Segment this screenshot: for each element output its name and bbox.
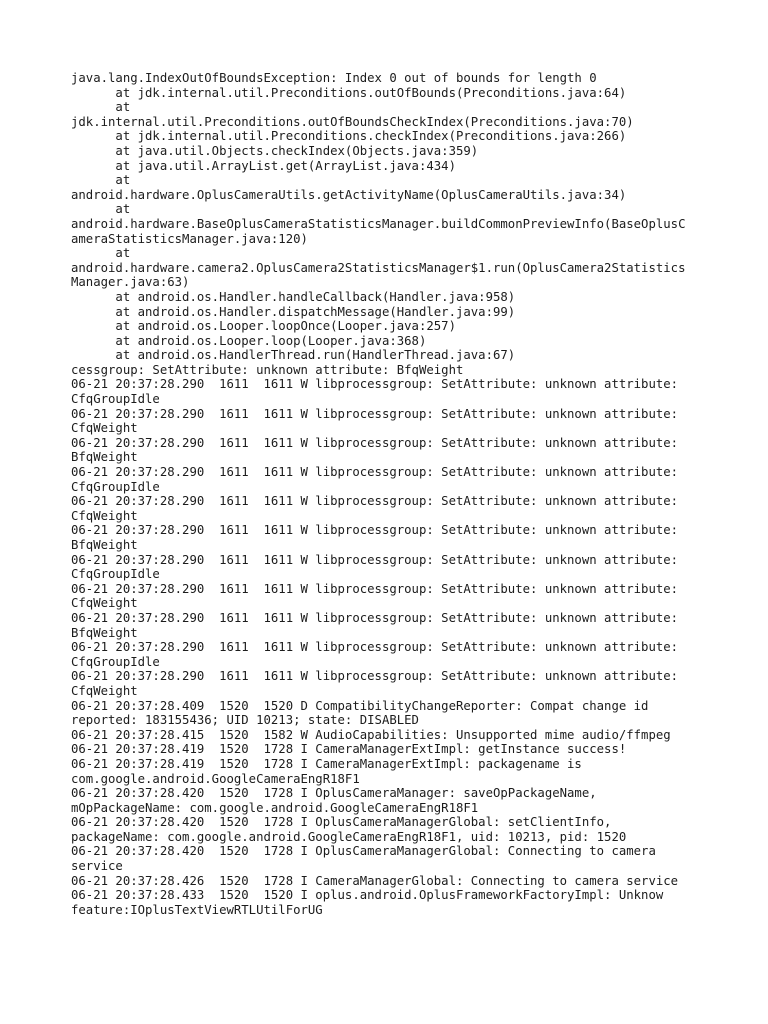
log-line: at android.os.Handler.handleCallback(Handler.java:958) xyxy=(71,289,516,304)
log-line: 06-21 20:37:28.433 1520 1520 I oplus.android.OplusFrameworkFactoryImpl: Unknow xyxy=(71,888,664,903)
log-line: jdk.internal.util.Preconditions.outOfBoundsCheckIndex(Preconditions.java:70) xyxy=(71,114,634,129)
log-line: reported: 183155436; UID 10213; state: DISABLED xyxy=(71,713,419,728)
log-line: 06-21 20:37:28.290 1611 1611 W libprocessgroup: SetAttribute: unknown attribute: xyxy=(71,581,679,596)
log-line: 06-21 20:37:28.419 1520 1728 I CameraManagerExtImpl: packagename is xyxy=(71,756,582,771)
log-line: at java.util.Objects.checkIndex(Objects.java:359) xyxy=(71,143,479,158)
log-line: com.google.android.GoogleCameraEngR18F1 xyxy=(71,771,360,786)
log-line: at android.os.Handler.dispatchMessage(Handler.java:99) xyxy=(71,304,516,319)
log-line: at xyxy=(71,173,131,188)
log-line: 06-21 20:37:28.290 1611 1611 W libprocessgroup: SetAttribute: unknown attribute: xyxy=(71,610,679,625)
log-line: CfqWeight xyxy=(71,596,138,611)
log-line: CfqGroupIdle xyxy=(71,654,160,669)
log-line: 06-21 20:37:28.409 1520 1520 D CompatibilityChangeReporter: Compat change id xyxy=(71,698,649,713)
log-line: at jdk.internal.util.Preconditions.outOfBounds(Preconditions.java:64) xyxy=(71,85,627,100)
log-line: Manager.java:63) xyxy=(71,275,190,290)
log-line: android.hardware.camera2.OplusCamera2StatisticsManager$1.run(OplusCamera2Statistics xyxy=(71,260,686,275)
log-line: 06-21 20:37:28.420 1520 1728 I OplusCameraManager: saveOpPackageName, xyxy=(71,786,597,801)
log-line: 06-21 20:37:28.415 1520 1582 W AudioCapabilities: Unsupported mime audio/ffmpeg xyxy=(71,727,671,742)
log-line: at java.util.ArrayList.get(ArrayList.java:434) xyxy=(71,158,456,173)
log-line: CfqWeight xyxy=(71,421,138,436)
log-line: java.lang.IndexOutOfBoundsException: Index 0 out of bounds for length 0 xyxy=(71,71,597,85)
log-line: at jdk.internal.util.Preconditions.checkIndex(Preconditions.java:266) xyxy=(71,129,627,144)
log-line: 06-21 20:37:28.290 1611 1611 W libprocessgroup: SetAttribute: unknown attribute: xyxy=(71,435,679,450)
log-line: 06-21 20:37:28.419 1520 1728 I CameraManagerExtImpl: getInstance success! xyxy=(71,742,627,757)
log-line: CfqWeight xyxy=(71,508,138,523)
log-line: 06-21 20:37:28.420 1520 1728 I OplusCameraManagerGlobal: Connecting to camera xyxy=(71,844,656,859)
log-line: 06-21 20:37:28.290 1611 1611 W libprocessgroup: SetAttribute: unknown attribute: xyxy=(71,523,679,538)
log-line: feature:IOplusTextViewRTLUtilForUG xyxy=(71,902,323,917)
log-line: 06-21 20:37:28.426 1520 1728 I CameraManagerGlobal: Connecting to camera service xyxy=(71,873,679,888)
log-line: 06-21 20:37:28.290 1611 1611 W libprocessgroup: SetAttribute: unknown attribute: xyxy=(71,552,679,567)
log-line: packageName: com.google.android.GoogleCameraEngR18F1, uid: 10213, pid: 1520 xyxy=(71,829,627,844)
log-line: service xyxy=(71,859,123,874)
log-line: android.hardware.OplusCameraUtils.getActivityName(OplusCameraUtils.java:34) xyxy=(71,187,627,202)
log-line: 06-21 20:37:28.290 1611 1611 W libprocessgroup: SetAttribute: unknown attribute: xyxy=(71,640,679,655)
log-line: cessgroup: SetAttribute: unknown attribute: BfqWeight xyxy=(71,362,464,377)
log-line: at xyxy=(71,246,131,261)
log-line: 06-21 20:37:28.290 1611 1611 W libprocessgroup: SetAttribute: unknown attribute: xyxy=(71,465,679,480)
log-line: 06-21 20:37:28.290 1611 1611 W libprocessgroup: SetAttribute: unknown attribute: xyxy=(71,669,679,684)
log-line: BfqWeight xyxy=(71,450,138,465)
log-line: at android.os.Looper.loopOnce(Looper.java:257) xyxy=(71,319,456,334)
log-line: CfqWeight xyxy=(71,683,138,698)
log-line: 06-21 20:37:28.290 1611 1611 W libprocessgroup: SetAttribute: unknown attribute: xyxy=(71,494,679,509)
log-line: ameraStatisticsManager.java:120) xyxy=(71,231,308,246)
log-line: at xyxy=(71,202,131,217)
log-line: at android.os.HandlerThread.run(HandlerThread.java:67) xyxy=(71,348,516,363)
log-line: CfqGroupIdle xyxy=(71,392,160,407)
log-text-block xyxy=(71,71,711,917)
log-line: 06-21 20:37:28.290 1611 1611 W libprocessgroup: SetAttribute: unknown attribute: xyxy=(71,377,679,392)
log-line: CfqGroupIdle xyxy=(71,567,160,582)
log-line: BfqWeight xyxy=(71,625,138,640)
log-line: 06-21 20:37:28.290 1611 1611 W libprocessgroup: SetAttribute: unknown attribute: xyxy=(71,406,679,421)
log-line: 06-21 20:37:28.420 1520 1728 I OplusCameraManagerGlobal: setClientInfo, xyxy=(71,815,612,830)
log-line: BfqWeight xyxy=(71,538,138,552)
log-line: mOpPackageName: com.google.android.GoogleCameraEngR18F1 xyxy=(71,800,479,815)
log-line: at android.os.Looper.loop(Looper.java:368) xyxy=(71,333,427,348)
log-line: at xyxy=(71,100,131,115)
log-line: CfqGroupIdle xyxy=(71,479,160,494)
log-line: android.hardware.BaseOplusCameraStatisticsManager.buildCommonPreviewInfo(BaseOplusC xyxy=(71,216,686,231)
